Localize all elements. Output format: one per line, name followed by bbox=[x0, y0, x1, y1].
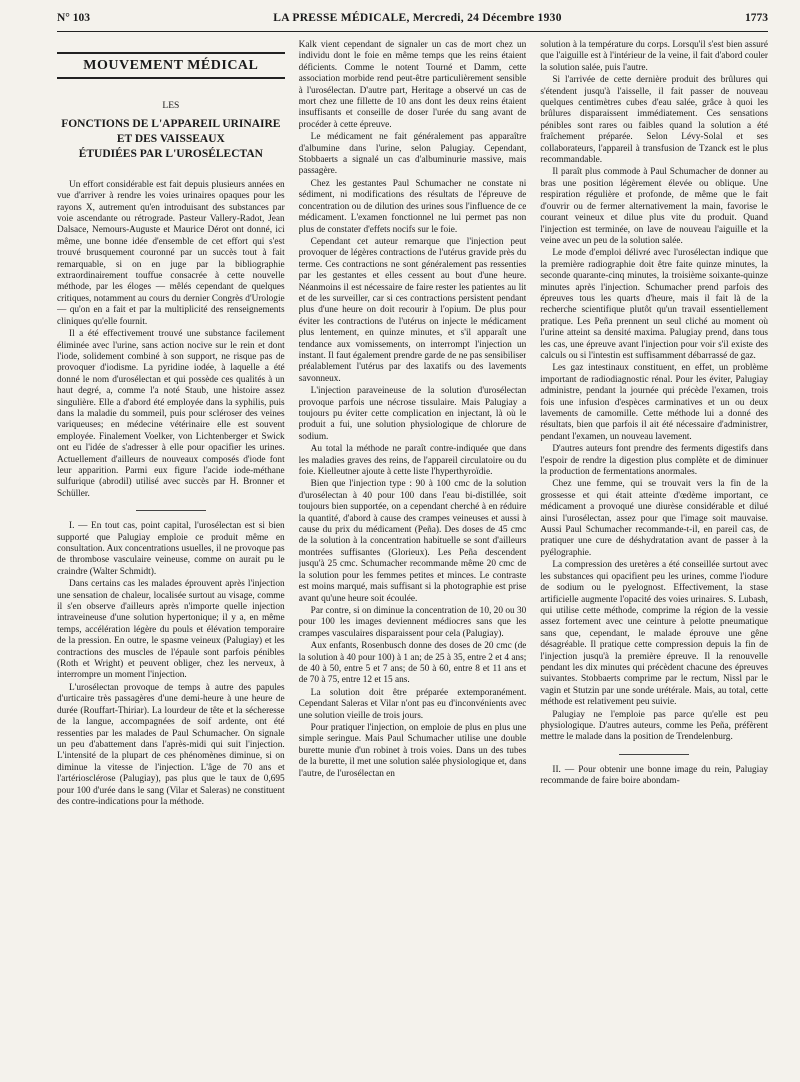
paragraph: I. — En tout cas, point capital, l'urosélectan est si bien supporté que Palugiay emploie ce produit même en consultation. Aux concentrations usuelles, il ne provoque pas de thrombose vasculaire veineuse, comme on aurait pu le craindre (Walter Schmidt). bbox=[57, 521, 285, 577]
paragraph: Cependant cet auteur remarque que l'injection peut provoquer de légères contractions de l'utérus gravide près du terme. Ces contractions ne sont généralement pas ressenties par les gestantes et elles cessent au bout d'une heure. Néanmoins il est nécessaire de faire rester les patientes au lit et de les surveiller, car si ces contractions persistent pendant plus d'une heure on doit recourir à l'opium. De plus pour éviter les contractions de l'utérus on injecte le médicament plus lentement, en quinze minutes, et s'il apparaît une tendance aux vomissements, on interrompt l'injection un instant. Il faut également prendre garde de ne pas sensibiliser préalablement l'utérus par des laxatifs ou des lavements savonneux. bbox=[298, 236, 527, 384]
paragraph: Par contre, si on diminue la concentration de 10, 20 ou 30 pour 100 les images deviennent médiocres sans que les crampes vasculaires disparaissent pour cela (Palugiay). bbox=[298, 605, 527, 639]
paragraph: L'urosélectan provoque de temps à autre des papules d'urticaire très passagères d'une demi-heure à une heure de durée (Rouffart-Thiriar). La lourdeur de tête et la sécheresse de la langue, accompagnées de soif ardente, ont été ressenties par les malades de Paul Schumacher. On signale un peu d'abattement dans l'après-midi qui suit l'injection. L'intensité de la plupart de ces phénomènes diminue, si on diminue la vitesse de l'injection. L'âge de 70 ans et l'artériosclérose (Palugiay), pas plus que le taux de 0,695 pour 100 d'urée dans le sang (Vilar et Saleras) ne constituent des contre-indications pour la méthode. bbox=[57, 682, 285, 807]
title-line-3: ÉTUDIÉES PAR L'UROSÉLECTAN bbox=[78, 147, 263, 160]
paragraph: Kalk vient cependant de signaler un cas de mort chez un individu dont le foie en même temps que les reins étaient déficients. Comme le notent Tourné et Damm, cette association morbide rend peut-être particulièrement sensible à l'urosélectan. D'autre part, Heritage a observé un cas de mort chez une fillette de 10 ans dont les deux reins étaient insuffisants et conseille de doser l'urée du sang avant de procéder à cette épreuve. bbox=[298, 40, 527, 130]
paragraph: Dans certains cas les malades éprouvent après l'injection une sensation de chaleur, localisée surtout au visage, comme il s'en observe d'ailleurs après n'importe quelle injection intraveineuse d'une solution hypertonique; il y a, en même temps, accélération légère du pouls et élévation temporaire de la pression. En outre, le spasme veineux (Palugiay) et les contractions des muscles de l'épaule sont parfois pénibles (Roth et Wright) et peuvent obliger, chez les nerveux, à interrompre un moment l'injection. bbox=[57, 579, 285, 681]
paragraph: Le mode d'emploi délivré avec l'urosélectan indique que la première radiographie doit être faite quinze minutes, la seconde quarante-cinq minutes, la troisième soixante-quinze minutes après l'injection. Schumacher prend parfois des épreuves tous les quarts d'heure, mais il fait là de la recherche scientifique plutôt qu'un travail essentiellement pratique. Les Peña prennent un seul cliché au moment où l'urine atteint sa densité maxima. Palugiay prend, dans tous les cas, une épreuve avant l'injection pour voir s'il existe des calculs ou si l'intestin est suffisamment débarrassé de gaz. bbox=[540, 248, 768, 361]
column-2 bbox=[299, 40, 527, 1080]
paragraph: Chez les gestantes Paul Schumacher ne constate ni sédiment, ni modifications des résultats de l'épreuve de concentration ou de dilution des urines sous l'influence de ce médicament. L'examen fonctionnel ne lui permet pas non plus de constater d'effets nocifs sur le foie. bbox=[298, 178, 527, 235]
paragraph: D'autres auteurs font prendre des ferments digestifs dans l'espoir de rendre la digestion plus complète et de diminuer la production de fermentations anormales. bbox=[540, 444, 768, 478]
title-line-1: FONCTIONS DE L'APPAREIL URINAIRE bbox=[61, 117, 281, 130]
article-title bbox=[57, 117, 285, 162]
paragraph: Le médicament ne fait généralement pas apparaître d'albumine dans l'urine, selon Palugiay. Cependant, Stobbaerts a signalé un cas d'albuminurie massive, mais passagère. bbox=[298, 132, 527, 177]
issue-number: N° 103 bbox=[57, 12, 91, 24]
section-divider bbox=[136, 510, 206, 511]
paragraph: Les gaz intestinaux constituent, en effet, un problème important de radiodiagnostic rénal. Pour les éviter, Palugiay administre, pendant la journée qui précède l'examen, trois fois une infusion d'espèces carminatives et un ou deux lavements de camomille. Cette méthode lui a donné des résultats, bien que parfois il ait été nécessaire d'administrer, pendant l'examen, un nouveau lavement. bbox=[540, 363, 768, 442]
section-divider bbox=[619, 754, 689, 755]
paragraph: Il a été effectivement trouvé une substance facilement éliminée avec l'urine, sans action nocive sur le rein et dont l'iode, solidement combiné à son support, ne risque pas de provoquer d'iodisme. La pyridine iodée, à laquelle a été donné le nom d'urosélectan et qui possède ces qualités à un haut degré, a, comme l'a noté Staub, une histoire assez singulière. Elle a d'abord été employée dans la syphilis, puis dans la maladie du sommeil, puis pour scléroser des veines variqueuses; en médecine vétérinaire elle est souvent employée. Finalement Voelker, von Lichtenberger et Swick ont eu l'idée de s'adresser à elle pour opacifier les urines. Actuellement d'ailleurs de nouveaux composés d'iode font leur apparition. Parmi eux figure l'acide iode-méthane sulfurique (abrodil) utilisé avec succès par H. Bronner et Schüller. bbox=[57, 329, 285, 499]
title-prefix: LES bbox=[162, 101, 180, 112]
page-number: 1773 bbox=[744, 12, 768, 24]
paragraph: Chez une femme, qui se trouvait vers la fin de la grossesse et qui était atteinte d'œdème important, ce médicament a provoqué une diurèse considérable et dilué ainsi l'urosélectan, assez pour que l'image soit mauvaise. Aussi Paul Schumacher recommande-t-il, en pareil cas, de pratiquer une cure de déshydratation avant de passer à la pyélographie. bbox=[540, 479, 768, 558]
column-3 bbox=[540, 40, 768, 1080]
title-line-2: ET DES VAISSEAUX bbox=[116, 132, 225, 145]
paragraph: II. — Pour obtenir une bonne image du rein, Palugiay recommande de faire boire abondam- bbox=[540, 764, 768, 787]
paragraph: Si l'arrivée de cette dernière produit des brûlures qui s'étendent jusqu'à l'aisselle, il fait passer de nouveau quelques centimètres cubes d'eau salée, grâce à quoi les brûlures disparaissent immédiatement. Ces sensations pénibles sont rares ou faibles quand la solution a été fraîchement préparée. Selon Lévy-Solal et ses collaborateurs, l'appareil à transfusion de Tzanck est le plus recommandable. bbox=[540, 75, 768, 166]
paragraph: Palugiay ne l'emploie pas parce qu'elle est peu physiologique. D'autres auteurs, comme les Peña, préfèrent mettre le malade dans la position de Trendelenburg. bbox=[540, 709, 768, 743]
paragraph: L'injection paraveineuse de la solution d'urosélectan provoque parfois une nécrose tissulaire. Mais Palugiay a toujours pu éviter cette complication en injectant, là où le produit a fui, une solution physiologique de chlorure de sodium. bbox=[298, 386, 527, 442]
paragraph: Au total la méthode ne paraît contre-indiquée que dans les maladies graves des reins, de l'appareil circulatoire ou du foie. Kielleutner ajoute à cette liste l'hyperthyroïdie. bbox=[298, 444, 527, 478]
paragraph: La solution doit être préparée extemporanément. Cependant Saleras et Vilar n'ont pas eu d'inconvénients avec une solution vieille de trois jours. bbox=[298, 687, 527, 721]
paragraph: Il paraît plus commode à Paul Schumacher de donner au bras une position légèrement élevée ou oblique. Une respiration régulière et profonde, de même que le fait d'ouvrir ou de fermer alternativement la main, favorise le courant veineux et dilue plus vite du produit. Quand l'injection est terminée, on lave de nouveau l'aiguille et la veine avec un peu de la solution salée. bbox=[540, 167, 768, 246]
paragraph: Pour pratiquer l'injection, on emploie de plus en plus une simple seringue. Mais Paul Schumacher utilise une double burette munie d'un robinet à trois voies. Dans un des tubes de la burette, il met une solution salée physiologique et, dans l'autre, de l'urosélectan en bbox=[298, 722, 527, 779]
paragraph: Bien que l'injection type : 90 à 100 cmc de la solution d'urosélectan à 40 pour 100 dans l'eau bi-distillée, soit toujours bien supportée, on a cependant cherché à en réduire la quantité, d'abord à cause des crampes veineuses et aussi à cause du prix du médicament (Peña). Des doses de 45 cmc de la solution à la concentration habituelle se sont d'ailleurs montrées suffisantes (Glorieux). Les Peña descendent jusqu'à 25 cmc. Schumacher recommande même 20 cmc de la solution pour les femmes petites et minces. Le contraste est moins marqué, mais suffisant si la photographie est prise avant qu'une heure soit écoulée. bbox=[298, 479, 527, 604]
section-rubric: MOUVEMENT MÉDICAL bbox=[57, 52, 285, 79]
journal-title: LA PRESSE MÉDICALE, Mercredi, 24 Décembre 1930 bbox=[273, 12, 562, 24]
article-columns bbox=[57, 40, 768, 1080]
paragraph: Aux enfants, Rosenbusch donne des doses de 20 cmc (de la solution à 40 pour 100) à 1 an; de 25 à 35, entre 2 et 4 ans; de 40 à 50, entre 5 et 7 ans; de 50 à 60, entre 8 et 11 ans et de 70 à 75, entre 12 et 15 ans. bbox=[298, 641, 527, 686]
paragraph: Un effort considérable est fait depuis plusieurs années en vue d'arriver à rendre les voies urinaires opaques pour les rayons X, autrement qu'en introduisant des substances par voie ascendante ou rétrograde. Pasteur Vallery-Radot, Jean Dalsace, Nemours-Auguste et Maurice Dérot ont donné, ici même, une bonne idée d'ensemble de cet effort qui s'est trouvé brusquement couronné par un succès tout à fait remarquable, si on en juge par la bibliographie extraordinairement touffue consacrée à cette nouvelle méthode, par les éloges — mêlés cependant de quelques critiques, notamment au cours du dernier Congrès d'Urologie — qu'on en a fait et par la multiplicité des renseignements cliniques qu'elle fournit. bbox=[57, 179, 285, 327]
paragraph: La compression des uretères a été conseillée surtout avec les substances qui opacifient peu les urines, comme l'iodure de sodium ou le pyelognost. Effectivement, la stase artificielle augmente l'opacité des voies urinaires. S. Lubash, qui utilise cette méthode, comprime la région de la vessie assez fortement avec une ceinture à pelotte pneumatique sans que, cependant, le malade éprouve une gêne désagréable. Il pratique cette compression depuis la fin de l'injection jusqu'à la première épreuve. Il la renouvelle pendant les dix minutes qui précèdent chacune des épreuves suivantes. Stobbaerts comprime par le rectum, Nissl par le vagin et Stutzin par une sonde urétérale. Mais, au total, cette méthode est relativement peu suivie. bbox=[540, 560, 768, 708]
paragraph: solution à la température du corps. Lorsqu'il s'est bien assuré que l'aiguille est à l'intérieur de la veine, il fait d'abord couler la solution salée, puis l'autre. bbox=[540, 40, 768, 73]
running-header bbox=[57, 12, 768, 32]
column-1 bbox=[57, 40, 285, 1080]
